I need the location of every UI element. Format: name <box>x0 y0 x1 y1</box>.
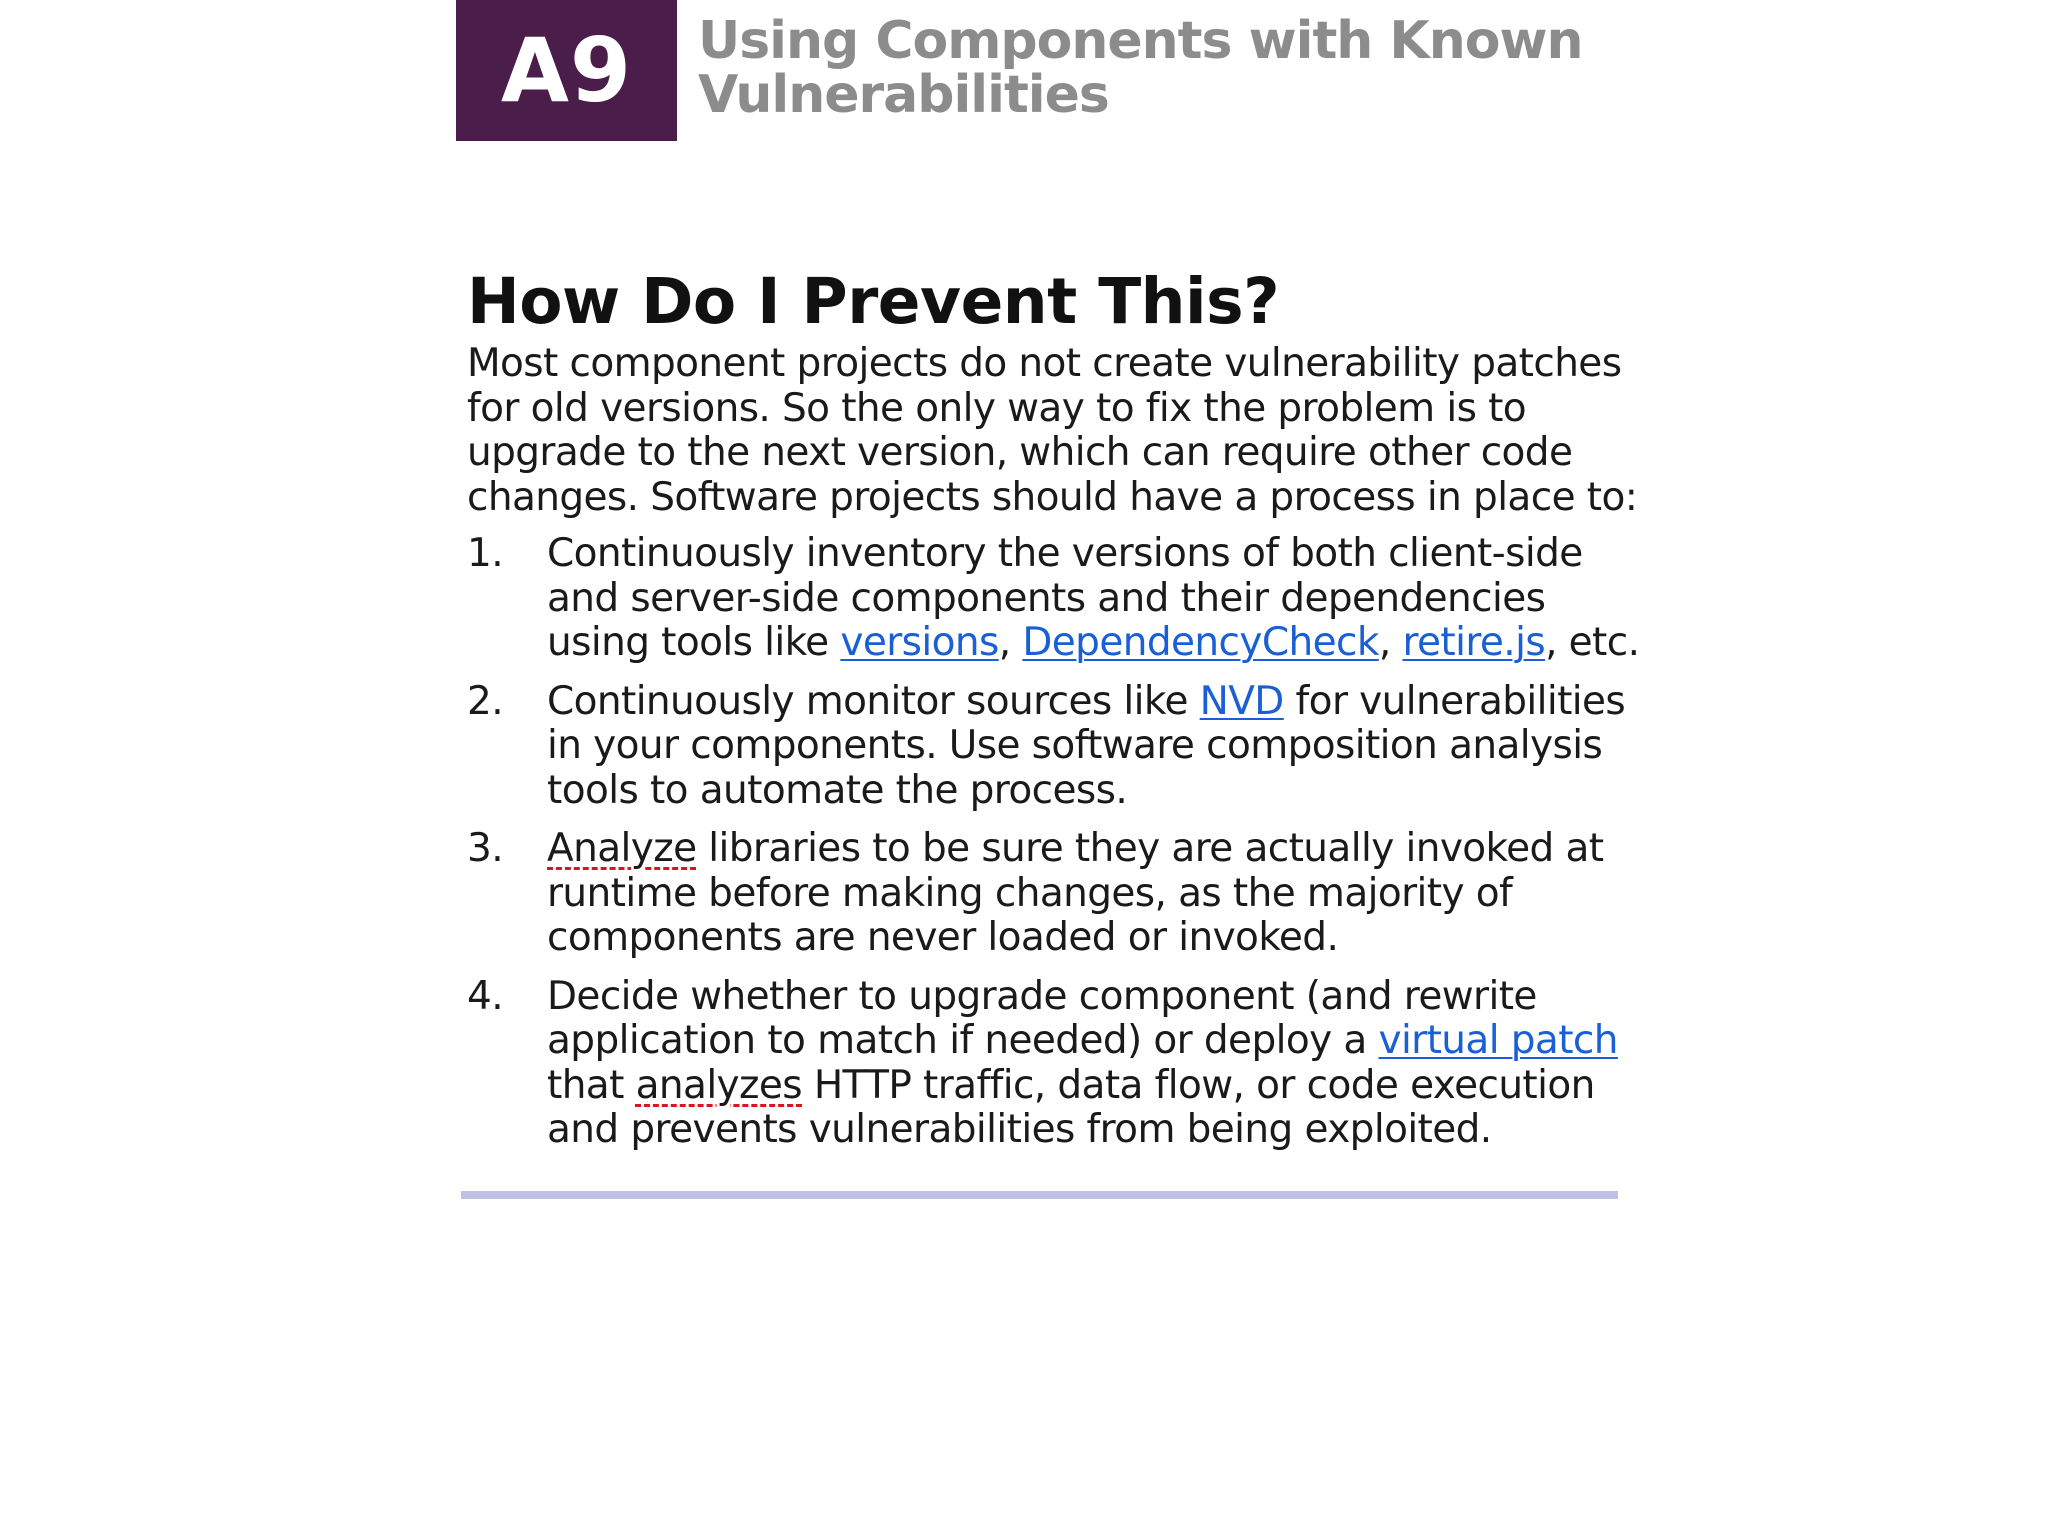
step-text: libraries to be sure they are actually invoked at runtime before making changes, as the majority of components are never loaded or invoked. <box>547 826 1604 960</box>
virtual-patch-link[interactable]: virtual patch <box>1378 1018 1618 1063</box>
step-text: HTTP traffic, data flow, or code execution and prevents vulnerabilities from being exploited. <box>547 1062 1595 1152</box>
step-text: Decide whether to upgrade component (and rewrite application to match if needed) or deploy a <box>547 973 1537 1063</box>
step-text: Continuously monitor sources like <box>547 678 1200 724</box>
section-code-badge <box>456 0 677 141</box>
spellcheck-flagged-word: Analyze <box>547 826 697 871</box>
step-text: that <box>547 1062 636 1108</box>
list-item <box>467 680 1647 814</box>
step-number: 2. <box>467 678 504 724</box>
nvd-link[interactable]: NVD <box>1199 678 1284 724</box>
step-text: , etc. <box>1545 620 1640 665</box>
dependencycheck-link[interactable]: DependencyCheck <box>1022 620 1379 665</box>
slide-title: Using Components with Known Vulnerabilities <box>698 11 1583 125</box>
step-text: , <box>998 620 1023 665</box>
list-item <box>467 827 1647 961</box>
highlight-line <box>461 1191 1618 1199</box>
step-number: 4. <box>467 973 504 1019</box>
list-item <box>467 975 1647 1153</box>
spellcheck-flagged-word: analyzes <box>635 1062 803 1108</box>
slide-content <box>467 262 1647 1167</box>
step-text: , <box>1378 620 1403 665</box>
section-heading: How Do I Prevent This? <box>467 265 1280 338</box>
list-item <box>467 532 1647 666</box>
step-text: for vulnerabilities in your components. Use software composition analysis tools to automate the process. <box>547 678 1626 813</box>
step-number: 1. <box>467 531 504 576</box>
retirejs-link[interactable]: retire.js <box>1402 620 1546 665</box>
step-number: 3. <box>467 826 504 871</box>
step-text: Continuously inventory the versions of both client-side and server-side components and their dependencies using tools like <box>547 531 1583 665</box>
intro-paragraph: Most component projects do not create vulnerability patches for old versions. So the only way to fix the problem is to upgrade to the next version, which can require other code changes. Software projects should have a process in place to: <box>467 341 1638 520</box>
prevention-steps-list <box>467 532 1647 1153</box>
versions-link[interactable]: versions <box>840 620 999 665</box>
section-code: A9 <box>500 19 633 122</box>
